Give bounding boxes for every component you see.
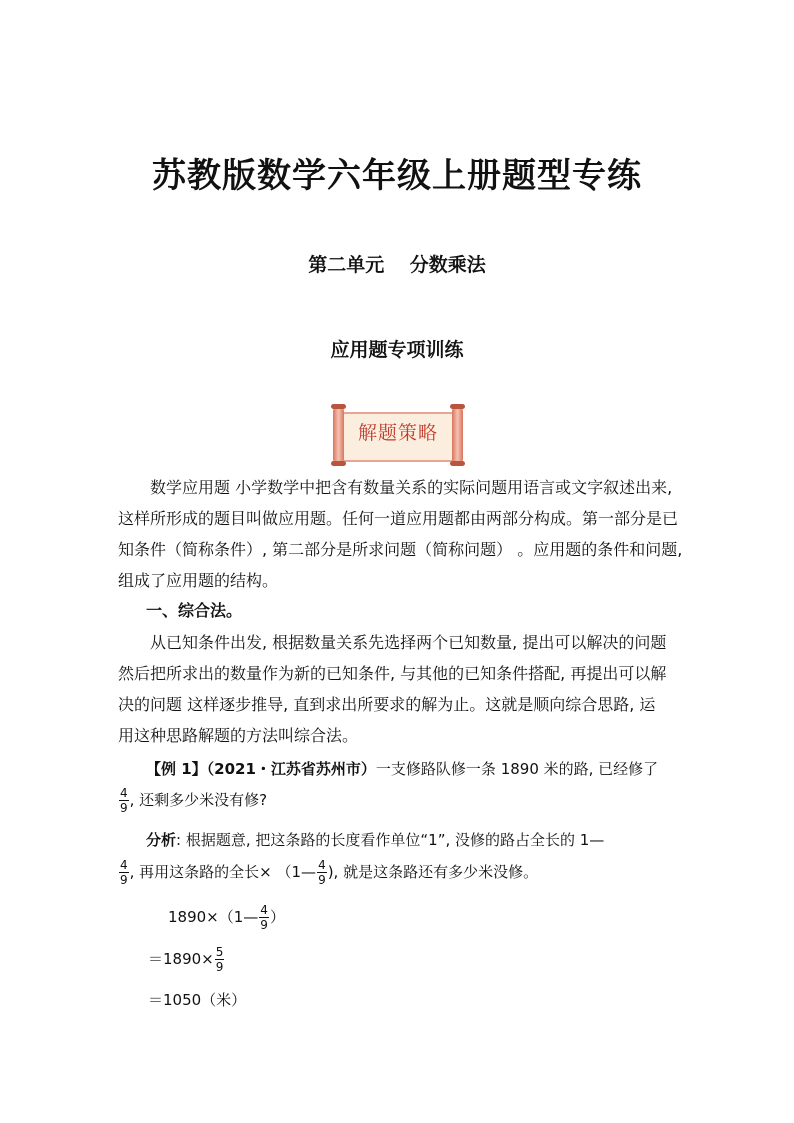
example-line-1: [146, 758, 658, 779]
example-text: 一支修路队修一条 1890 米的路, 已经修了: [375, 760, 659, 778]
method-line: 从已知条件出发, 根据数量关系先选择两个已知数量, 提出可以解决的问题: [150, 633, 667, 652]
analysis-label: 分析: [146, 831, 177, 849]
fraction: $\frac{4}{9}$: [260, 903, 268, 932]
fraction: $\frac{4}{9}$: [120, 786, 128, 815]
intro-line: 这样所形成的题目叫做应用题。任何一道应用题都由两部分构成。第一部分是已: [118, 509, 679, 528]
topic-heading: 应用题专项训练: [330, 339, 464, 361]
example-line-2: [118, 786, 267, 815]
solution-line-2: [148, 945, 225, 974]
method-paragraph: [118, 627, 688, 751]
analysis-line-1: [146, 829, 604, 850]
intro-paragraph: [118, 472, 688, 596]
analysis-text: , 再用这条路的全长× （1—: [129, 863, 317, 881]
example-source: （2021・江苏省苏州市）: [206, 760, 376, 778]
fraction: $\frac{4}{9}$: [120, 858, 128, 887]
intro-line: 数学应用题 小学数学中把含有数量关系的实际问题用语言或文字叙述出来,: [150, 478, 673, 497]
intro-line: 组成了应用题的结构。: [118, 571, 279, 590]
banner-label: 解题策略: [357, 422, 438, 444]
method-line: 用这种思路解题的方法叫综合法。: [118, 726, 359, 745]
example-text: , 还剩多少米没有修?: [129, 791, 268, 809]
section-heading: 一、综合法。: [146, 601, 243, 620]
intro-line: 知条件（简称条件）, 第二部分是所求问题（简称问题） 。应用题的条件和问题,: [118, 540, 683, 559]
fraction: $\frac{5}{9}$: [215, 945, 224, 974]
example-tag: 【例 1】: [146, 760, 207, 778]
unit-heading: 第二单元 分数乘法: [308, 254, 486, 276]
equation-text: 1890×（1—: [168, 908, 259, 926]
method-line: 决的问题 这样逐步推导, 直到求出所要求的解为止。这就是顺向综合思路, 运: [118, 695, 656, 714]
banner-cap: [331, 404, 346, 409]
solution-line-3: ＝1050（米）: [148, 991, 247, 1009]
page-title: 苏教版数学六年级上册题型专练: [152, 156, 642, 196]
analysis-text: : 根据题意, 把这条路的长度看作单位“1”, 没修的路占全长的 1—: [176, 831, 605, 849]
banner-cap: [450, 461, 465, 466]
analysis-line-2: [118, 858, 538, 887]
strategy-banner: [329, 404, 467, 466]
banner-cap: [331, 461, 346, 466]
banner-cap: [450, 404, 465, 409]
fraction: $\frac{4}{9}$: [318, 858, 326, 887]
equation-text: ）: [269, 908, 285, 926]
equation-text: ＝1890×: [148, 950, 214, 968]
method-line: 然后把所求出的数量作为新的已知条件, 与其他的已知条件搭配, 再提出可以解: [118, 664, 667, 683]
solution-line-1: [168, 903, 285, 932]
analysis-text: ), 就是这条路还有多少米没修。: [327, 863, 539, 881]
